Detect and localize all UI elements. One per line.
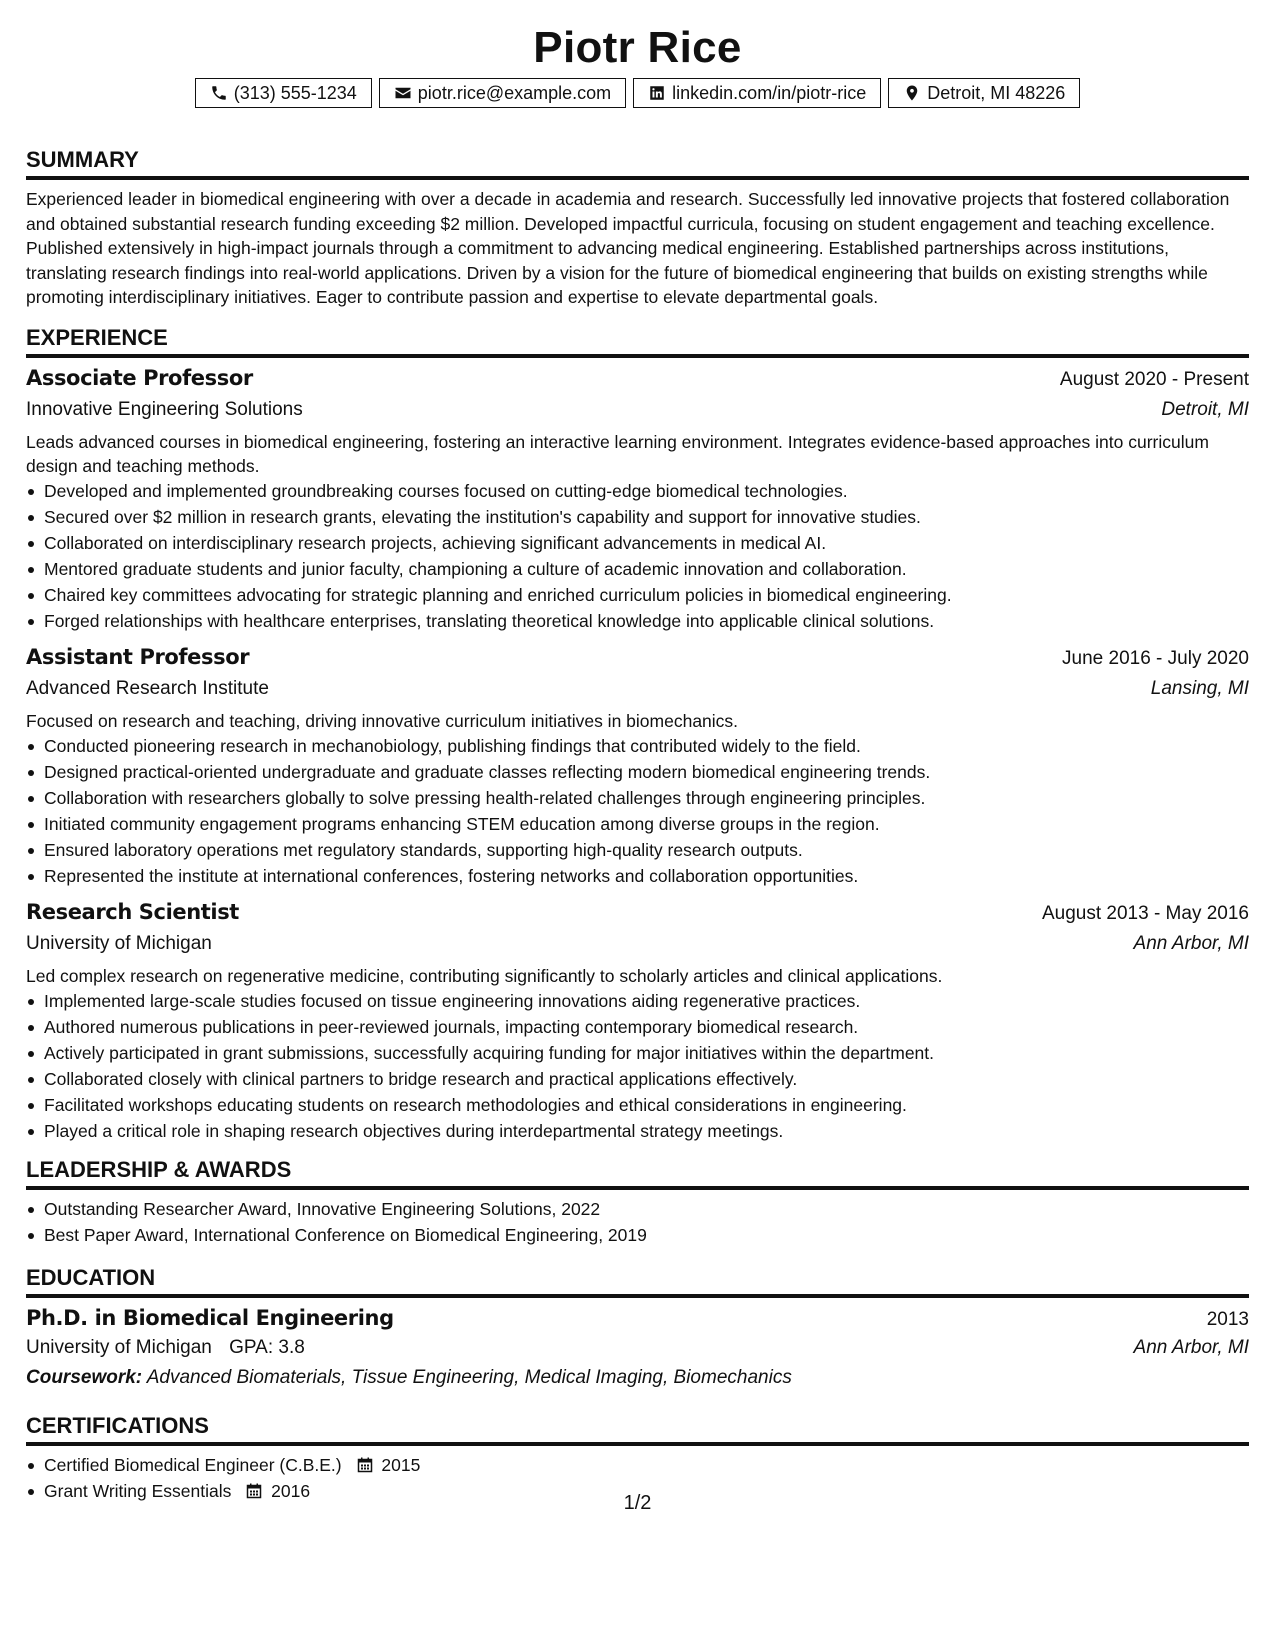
list-item: Designed practical-oriented undergraduate and graduate classes reflecting modern biomedical engineering trends. xyxy=(44,759,1249,785)
list-item: Represented the institute at international conferences, fostering networks and collaboration opportunities. xyxy=(44,863,1249,889)
coursework-text: Advanced Biomaterials, Tissue Engineering, Medical Imaging, Biomechanics xyxy=(146,1366,792,1388)
contact-location xyxy=(888,78,1080,108)
job-entry xyxy=(26,643,1249,889)
list-item: Played a critical role in shaping research objectives during interdepartmental strategy meetings. xyxy=(44,1118,1249,1144)
phone-text: (313) 555-1234 xyxy=(233,82,357,103)
summary-text: Experienced leader in biomedical engineering with over a decade in academia and research. Successfully led innovative projects that fostered collaboration and obtained substantial research funding exceeding $2 million. Developed impactful curricula, focusing on student engagement and teaching excellence. Published extensively in high-impact journals through a commitment to advancing medical engineering. Established partnerships across institutions, translating research findings into real-world applications. Driven by a vision for the future of biomedical engineering that builds on existing strengths while promoting interdisciplinary initiatives. Eager to contribute passion and expertise to elevate departmental goals. xyxy=(26,189,1230,307)
contact-linkedin[interactable] xyxy=(633,78,881,108)
list-item xyxy=(44,1452,1249,1478)
job-title: Associate Professor xyxy=(26,365,253,390)
summary-section xyxy=(26,146,1249,310)
list-item: Developed and implemented groundbreaking courses focused on cutting-edge biomedical technologies. xyxy=(44,478,1249,504)
job-company: University of Michigan xyxy=(26,932,212,954)
list-item: Best Paper Award, International Conference on Biomedical Engineering, 2019 xyxy=(44,1222,1249,1248)
section-title-education: EDUCATION xyxy=(26,1264,1249,1298)
job-company: Innovative Engineering Solutions xyxy=(26,398,303,420)
job-entry xyxy=(26,898,1249,1144)
coursework xyxy=(26,1364,1249,1392)
page-number: 1/2 xyxy=(623,1492,652,1514)
experience-section xyxy=(26,324,1249,1144)
cert-name: Grant Writing Essentials xyxy=(44,1480,232,1501)
awards-section xyxy=(26,1156,1249,1248)
section-title-certifications: CERTIFICATIONS xyxy=(26,1412,1249,1446)
section-title-awards: LEADERSHIP & AWARDS xyxy=(26,1156,1249,1190)
list-item: Conducted pioneering research in mechanobiology, publishing findings that contributed widely to the field. xyxy=(44,733,1249,759)
school-name: University of Michigan xyxy=(26,1336,212,1358)
list-item: Chaired key committees advocating for strategic planning and enriched curriculum policies in biomedical engineering. xyxy=(44,582,1249,608)
contact-bar xyxy=(26,78,1249,108)
email-text: piotr.rice@example.com xyxy=(417,82,612,103)
contact-phone[interactable] xyxy=(195,78,372,108)
list-item: Collaborated closely with clinical partners to bridge research and practical applications effectively. xyxy=(44,1066,1249,1092)
location-text: Detroit, MI 48226 xyxy=(927,82,1066,103)
resume-page xyxy=(26,0,1249,1504)
list-item: Collaboration with researchers globally to solve pressing health-related challenges through engineering principles. xyxy=(44,785,1249,811)
contact-email[interactable] xyxy=(379,78,626,108)
job-description: Led complex research on regenerative medicine, contributing significantly to scholarly articles and clinical applications. xyxy=(26,965,943,986)
degree-title: Ph.D. in Biomedical Engineering xyxy=(26,1305,394,1330)
job-date: August 2020 - Present xyxy=(1059,368,1249,390)
list-item: Forged relationships with healthcare enterprises, translating theoretical knowledge into applicable clinical solutions. xyxy=(44,608,1249,634)
map-pin-icon xyxy=(903,84,921,102)
phone-icon xyxy=(210,84,228,102)
section-title-summary: SUMMARY xyxy=(26,146,1249,180)
job-date: June 2016 - July 2020 xyxy=(1062,647,1249,669)
school-location: Ann Arbor, MI xyxy=(1133,1336,1249,1358)
cert-name: Certified Biomedical Engineer (C.B.E.) xyxy=(44,1454,342,1475)
job-company: Advanced Research Institute xyxy=(26,677,269,699)
candidate-name: Piotr Rice xyxy=(533,23,742,72)
linkedin-text: linkedin.com/in/piotr-rice xyxy=(672,82,867,103)
job-bullets xyxy=(26,988,1249,1144)
awards-list xyxy=(26,1196,1249,1248)
list-item: Ensured laboratory operations met regulatory standards, supporting high-quality research outputs. xyxy=(44,837,1249,863)
job-location: Ann Arbor, MI xyxy=(1133,932,1249,954)
certifications-section xyxy=(26,1412,1249,1504)
envelope-icon xyxy=(394,84,412,102)
list-item: Mentored graduate students and junior faculty, championing a culture of academic innovation and collaboration. xyxy=(44,556,1249,582)
cert-year: 2015 xyxy=(381,1454,421,1475)
job-bullets xyxy=(26,478,1249,634)
list-item: Initiated community engagement programs enhancing STEM education among diverse groups in the region. xyxy=(44,811,1249,837)
linkedin-icon xyxy=(648,84,666,102)
list-item: Secured over $2 million in research grants, elevating the institution's capability and support for innovative studies. xyxy=(44,504,1249,530)
cert-year: 2016 xyxy=(271,1480,311,1501)
job-location: Detroit, MI xyxy=(1161,398,1249,420)
list-item: Collaborated on interdisciplinary research projects, achieving significant advancements in medical AI. xyxy=(44,530,1249,556)
education-section xyxy=(26,1264,1249,1392)
job-title: Assistant Professor xyxy=(26,644,250,669)
job-location: Lansing, MI xyxy=(1150,677,1249,699)
calendar-icon xyxy=(357,1457,373,1473)
list-item: Implemented large-scale studies focused on tissue engineering innovations aiding regenerative practices. xyxy=(44,988,1249,1014)
job-description: Focused on research and teaching, driving innovative curriculum initiatives in biomechanics. xyxy=(26,710,739,731)
list-item: Authored numerous publications in peer-reviewed journals, impacting contemporary biomedical research. xyxy=(44,1014,1249,1040)
job-description: Leads advanced courses in biomedical engineering, fostering an interactive learning environment. Integrates evidence-based approaches into curriculum design and teaching methods. xyxy=(26,431,1209,476)
section-title-experience: EXPERIENCE xyxy=(26,324,1249,358)
job-bullets xyxy=(26,733,1249,889)
job-entry xyxy=(26,364,1249,634)
graduation-year: 2013 xyxy=(1206,1308,1249,1330)
list-item: Facilitated workshops educating students on research methodologies and ethical considerations in engineering. xyxy=(44,1092,1249,1118)
list-item: Outstanding Researcher Award, Innovative Engineering Solutions, 2022 xyxy=(44,1196,1249,1222)
coursework-label: Coursework: xyxy=(26,1366,143,1388)
job-date: August 2013 - May 2016 xyxy=(1041,902,1249,924)
job-title: Research Scientist xyxy=(26,899,239,924)
list-item: Actively participated in grant submissions, successfully acquiring funding for major initiatives within the department. xyxy=(44,1040,1249,1066)
gpa-text: GPA: 3.8 xyxy=(229,1336,305,1358)
